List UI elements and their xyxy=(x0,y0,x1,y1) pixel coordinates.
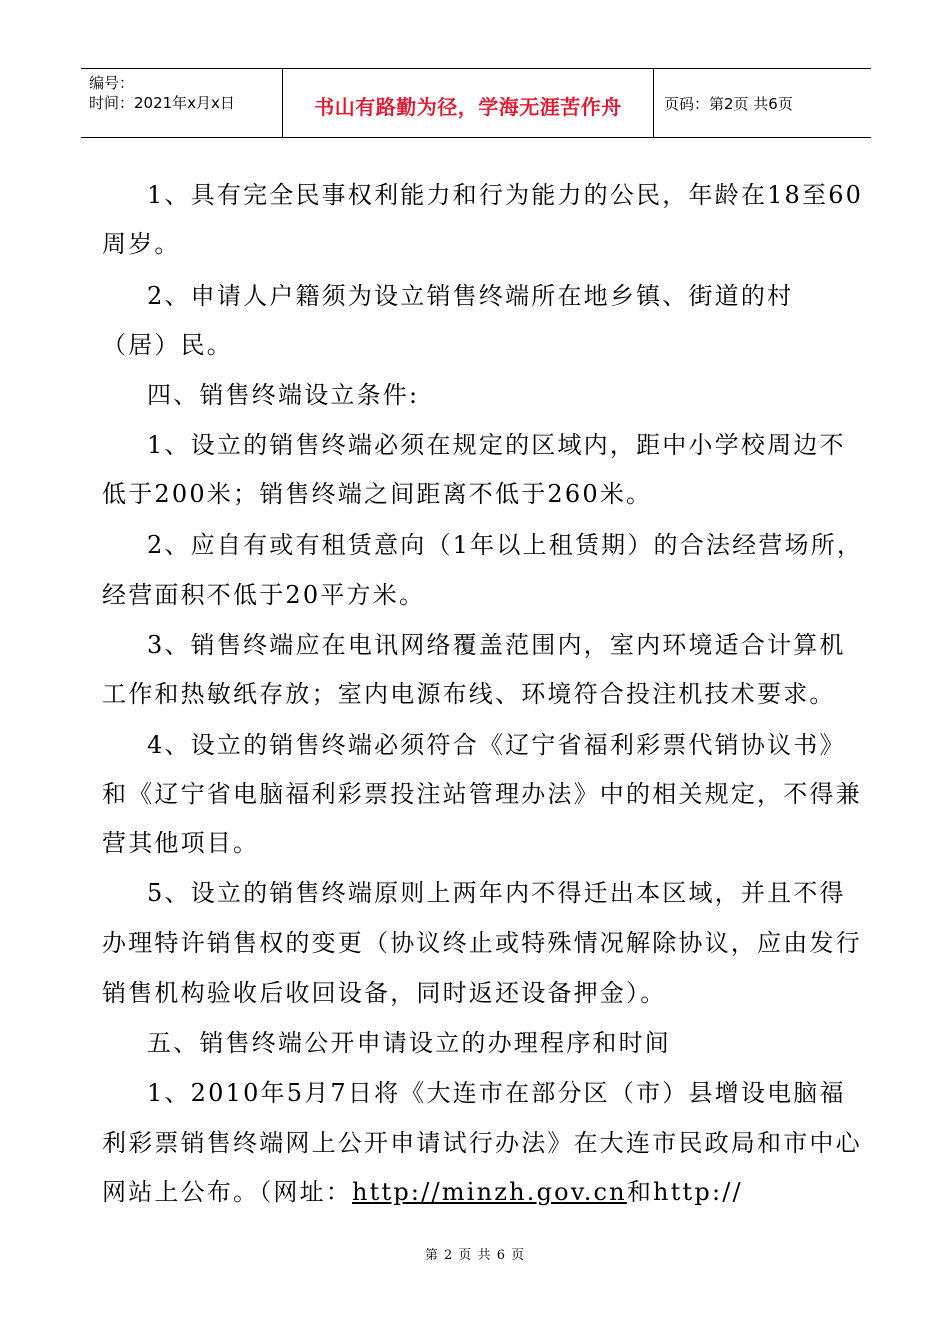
paragraph-line: 工作和热敏纸存放；室内电源布线、环境符合投注机技术要求。 xyxy=(102,680,836,708)
paragraph-line: 1、设立的销售终端必须在规定的区域内，距中小学校周边不 xyxy=(147,431,846,459)
page-footer: 第 2 页 共 6 页 xyxy=(424,1248,526,1263)
paragraph-line: 低于200米；销售终端之间距离不低于260米。 xyxy=(102,480,653,508)
header-meta-cell xyxy=(81,69,283,137)
paragraph-line: 2、申请人户籍须为设立销售终端所在地乡镇、街道的村 xyxy=(147,282,794,310)
paragraph-line: 周岁。 xyxy=(102,230,181,258)
paragraph-line: 和《辽宁省电脑福利彩票投注站管理办法》中的相关规定，不得兼 xyxy=(102,780,862,808)
website-link[interactable]: http://minzh.gov.cn xyxy=(352,1178,627,1206)
section-heading: 五、销售终端公开申请设立的办理程序和时间 xyxy=(147,1029,671,1057)
paragraph-text: 和http:// xyxy=(626,1178,743,1206)
paragraph-line: 5、设立的销售终端原则上两年内不得迁出本区域，并且不得 xyxy=(147,879,846,907)
paragraph-line: 经营面积不低于20平方米。 xyxy=(102,581,426,609)
paragraph-line: 营其他项目。 xyxy=(102,829,260,857)
document-number-label: 编号： xyxy=(89,74,135,92)
section-heading: 四、销售终端设立条件: xyxy=(147,381,420,409)
paragraph-line: 1、2010年5月7日将《大连市在部分区（市）县增设电脑福 xyxy=(147,1079,846,1107)
paragraph-line: 办理特许销售权的变更（协议终止或特殊情况解除协议，应由发行 xyxy=(102,929,862,957)
paragraph-line: 1、具有完全民事权利能力和行为能力的公民，年龄在18至60 xyxy=(147,181,864,209)
paragraph-line xyxy=(102,1177,743,1207)
document-date-label: 时间：2021年x月x日 xyxy=(89,94,235,112)
paragraph-text: 网站上公布。（网址： xyxy=(102,1178,352,1206)
paragraph-line: 销售机构验收后收回设备，同时返还设备押金）。 xyxy=(102,979,667,1007)
paragraph-line: （居）民。 xyxy=(102,331,233,359)
header-page-cell xyxy=(654,69,871,137)
paragraph-line: 2、应自有或有租赁意向（1年以上租赁期）的合法经营场所， xyxy=(147,531,864,559)
page-header xyxy=(81,68,871,138)
header-motto: 书山有路勤为径，学海无涯苦作舟 xyxy=(314,95,622,119)
paragraph-line: 利彩票销售终端网上公开申请试行办法》在大连市民政局和市中心 xyxy=(102,1129,862,1157)
paragraph-line: 4、设立的销售终端必须符合《辽宁省福利彩票代销协议书》 xyxy=(147,731,846,759)
paragraph-line: 3、销售终端应在电讯网络覆盖范围内，室内环境适合计算机 xyxy=(147,631,846,659)
header-page-info: 页码：第2页 共6页 xyxy=(664,95,793,113)
header-motto-cell xyxy=(283,69,654,137)
